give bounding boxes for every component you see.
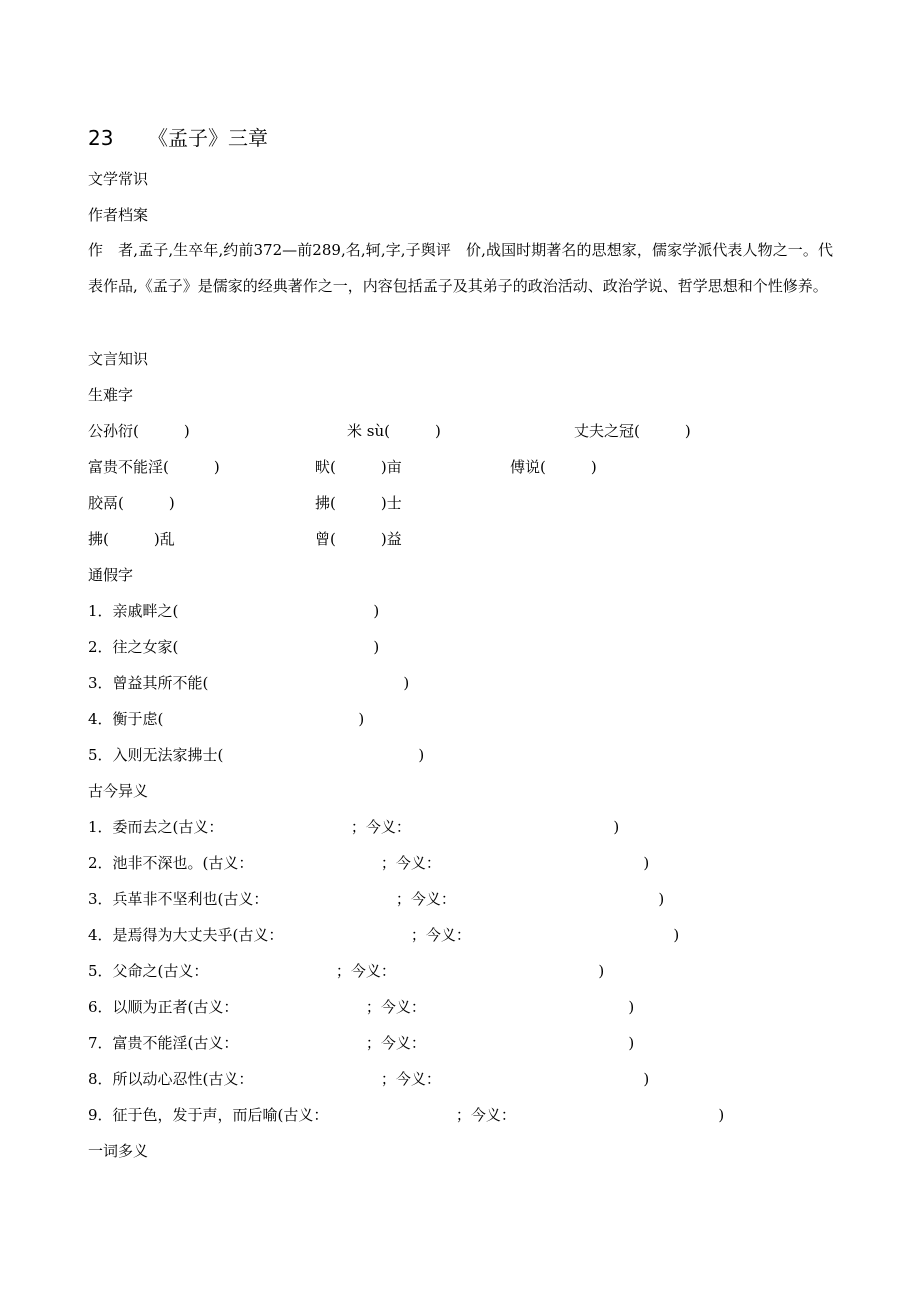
gujin-item: 2．池非不深也。(古义： ；今义： ) <box>88 854 650 872</box>
lesson-title: 《孟子》三章 <box>148 126 268 150</box>
gujin-item: 9．征于色，发于声，而后喻(古义： ；今义： ) <box>88 1106 725 1124</box>
rare-word: 傅说( ) <box>510 458 597 476</box>
rare-word: 米 sù( ) <box>347 422 441 440</box>
rare-word: 胶鬲( ) <box>88 494 175 512</box>
section-polysemy: 一词多义 <box>88 1142 149 1160</box>
rare-word: 畎( )亩 <box>315 458 402 476</box>
gujin-item: 3．兵革非不坚利也(古义： ；今义： ) <box>88 890 665 908</box>
rare-word: 公孙衍( ) <box>88 422 190 440</box>
gujin-item: 5．父命之(古义： ；今义： ) <box>88 962 605 980</box>
rare-word: 拂( )士 <box>315 494 402 512</box>
tongjia-item: 2．往之女家( ) <box>88 638 380 656</box>
section-gujin: 古今异义 <box>88 782 149 800</box>
rare-word: 拂( )乱 <box>88 530 175 548</box>
tongjia-item: 3．曾益其所不能( ) <box>88 674 410 692</box>
page-title <box>88 122 268 151</box>
tongjia-item: 4．衡于虑( ) <box>88 710 365 728</box>
rare-word: 富贵不能淫( ) <box>88 458 220 476</box>
author-paragraph: 作 者,孟子,生卒年,约前372—前289,名,轲,字,子舆评 价,战国时期著名的思想家，儒家学派代表人物之一。代表作品,《孟子》是儒家的经典著作之一，内容包括孟子及其弟子的政治活动、政治学说、哲学思想和个性修养。 <box>88 241 833 295</box>
gujin-item: 7．富贵不能淫(古义： ；今义： ) <box>88 1034 635 1052</box>
section-author-file: 作者档案 <box>88 206 149 224</box>
tongjia-item: 1．亲戚畔之( ) <box>88 602 380 620</box>
gujin-item: 8．所以动心忍性(古义： ；今义： ) <box>88 1070 650 1088</box>
tongjia-item: 5．入则无法家拂士( ) <box>88 746 425 764</box>
section-tongjia: 通假字 <box>88 566 134 584</box>
gujin-item: 4．是焉得为大丈夫乎(古义： ；今义： ) <box>88 926 680 944</box>
gujin-item: 6．以顺为正者(古义： ；今义： ) <box>88 998 635 1016</box>
rare-word: 曾( )益 <box>315 530 402 548</box>
section-rare-chars: 生难字 <box>88 386 134 404</box>
gujin-item: 1．委而去之(古义： ；今义： ) <box>88 818 620 836</box>
section-literary: 文学常识 <box>88 170 149 188</box>
lesson-number: 23 <box>88 126 114 150</box>
section-classical: 文言知识 <box>88 350 149 368</box>
rare-word: 丈夫之冠( ) <box>574 422 691 440</box>
